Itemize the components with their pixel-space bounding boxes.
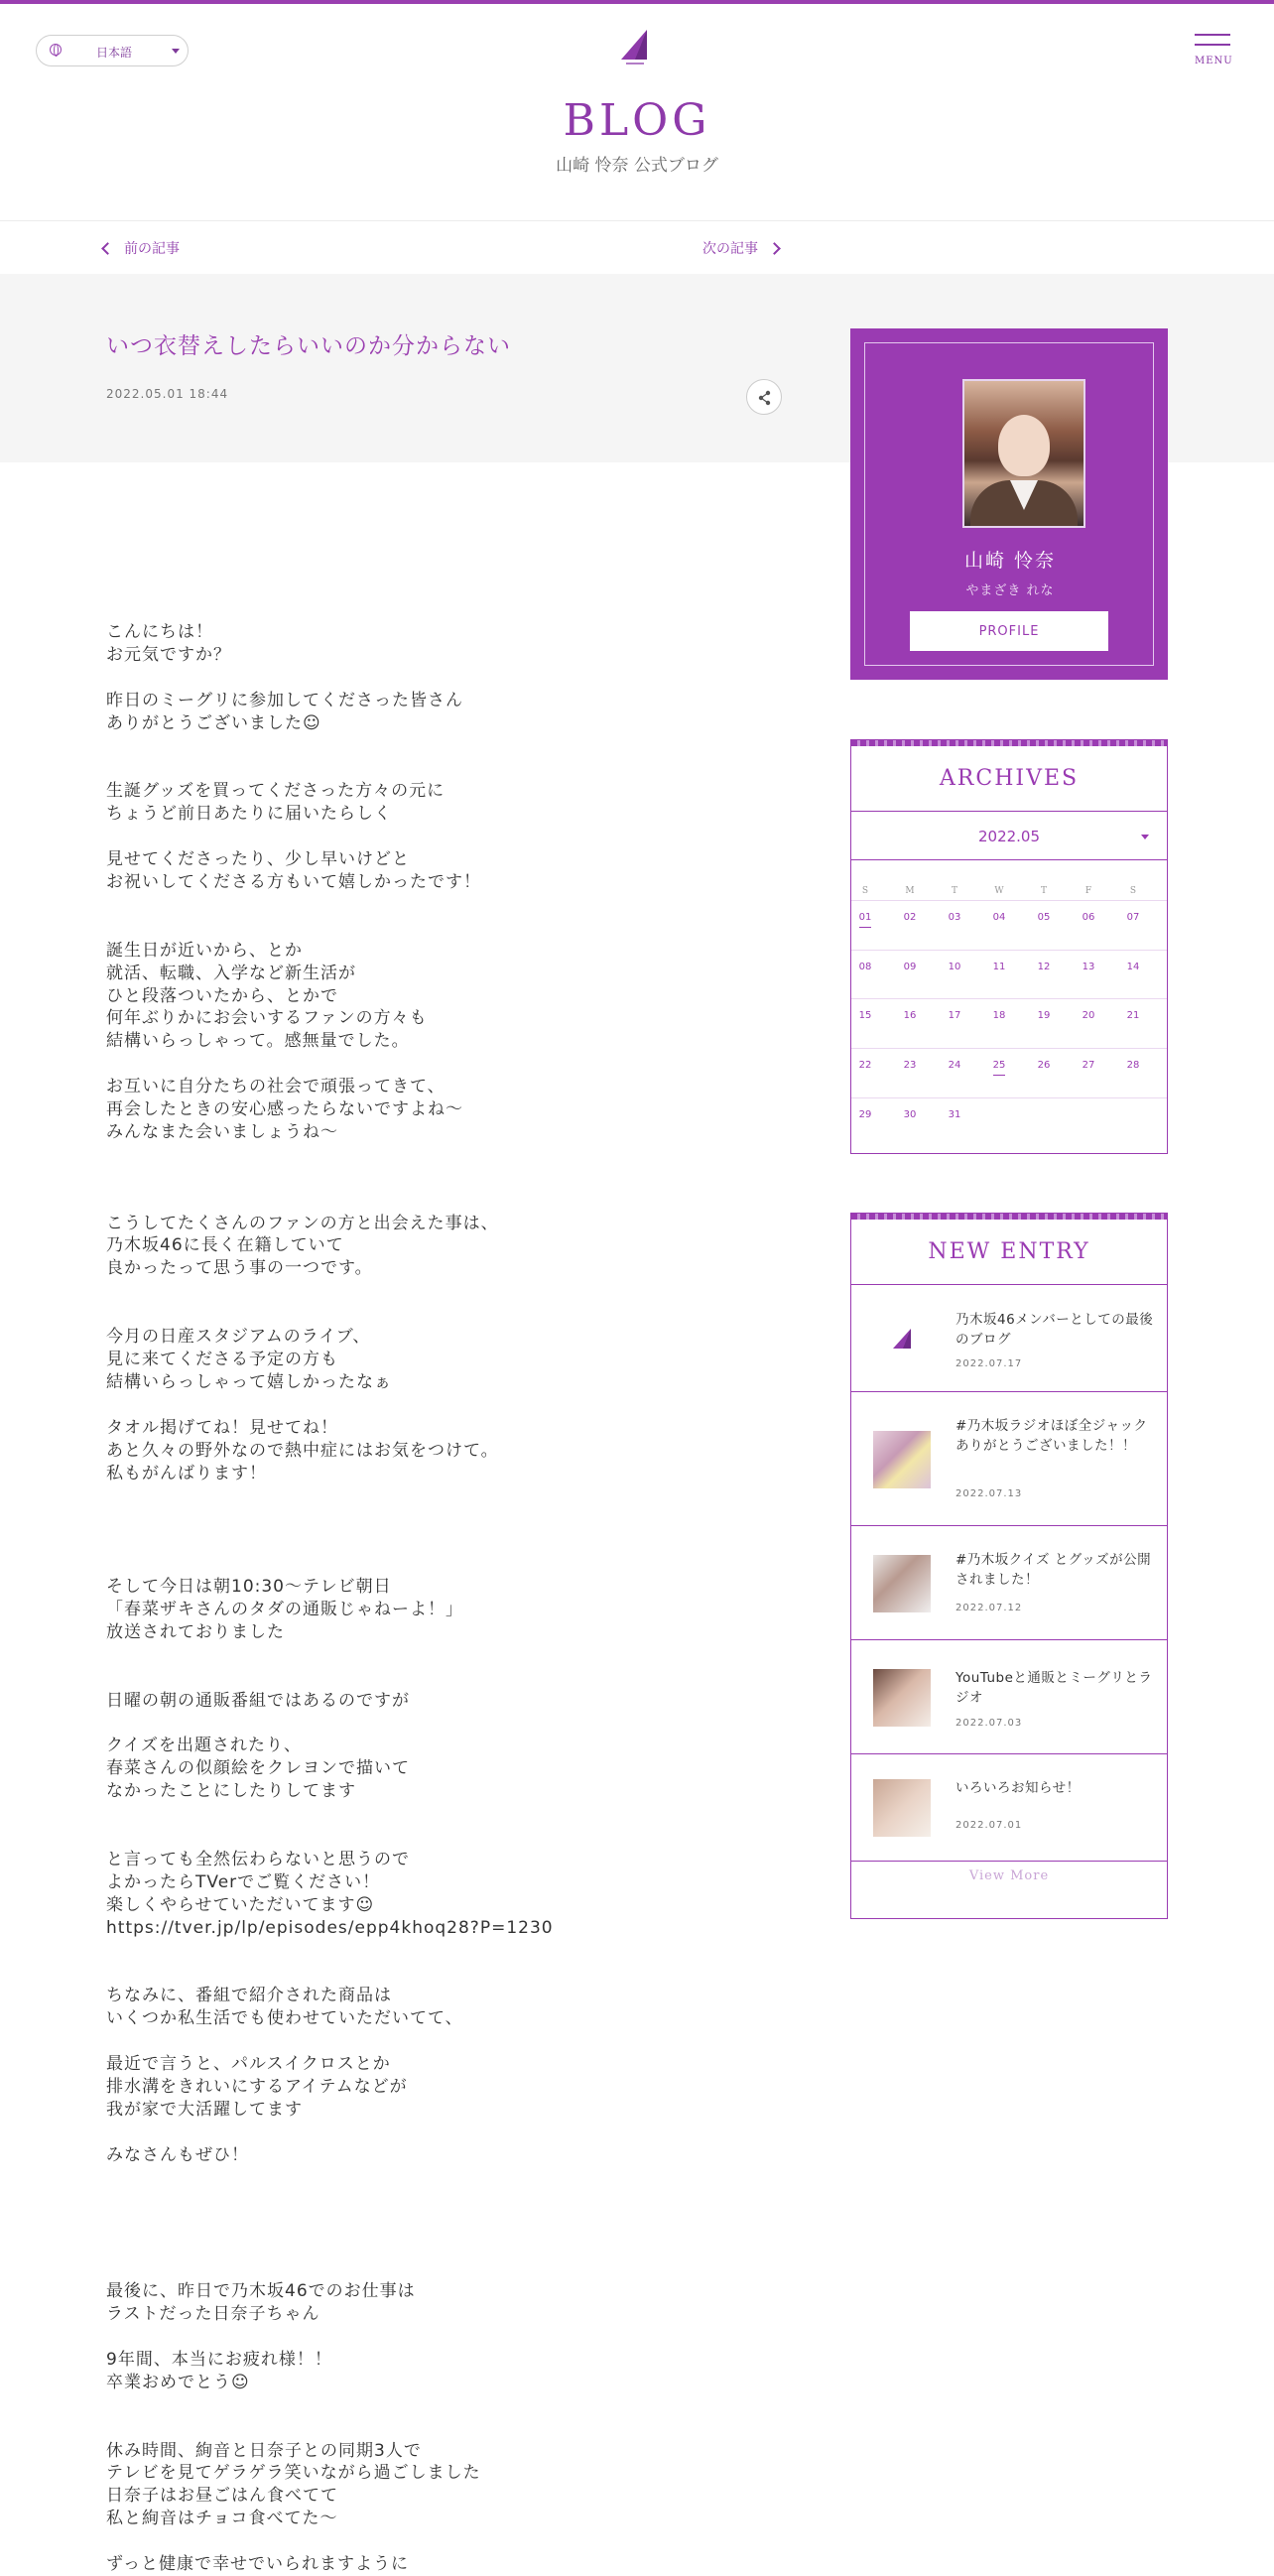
month-select[interactable] bbox=[851, 813, 1167, 860]
calendar-day: 30 bbox=[903, 1109, 917, 1120]
calendar-day: 21 bbox=[1126, 1010, 1140, 1021]
calendar-day: 02 bbox=[903, 912, 917, 923]
post-title: いつ衣替えしたらいいのか分からない bbox=[106, 333, 511, 359]
entry-date: 2022.07.01 bbox=[956, 1820, 1023, 1831]
profile-photo bbox=[962, 379, 1085, 528]
calendar-row-divider bbox=[851, 1048, 1167, 1049]
entry-item[interactable] bbox=[851, 1640, 1167, 1754]
calendar-day: 22 bbox=[858, 1060, 872, 1071]
entry-date: 2022.07.13 bbox=[956, 1488, 1023, 1499]
menu-bar bbox=[1195, 44, 1230, 46]
calendar-day: 19 bbox=[1037, 1010, 1051, 1021]
chevron-right-icon bbox=[768, 242, 781, 255]
profile-name: 山崎 怜奈 bbox=[963, 550, 1057, 572]
calendar-day: 05 bbox=[1037, 912, 1051, 923]
calendar-day: 06 bbox=[1082, 912, 1095, 923]
weekday-label: W bbox=[994, 886, 1004, 896]
calendar-day: 24 bbox=[948, 1060, 961, 1071]
calendar-row-divider bbox=[851, 998, 1167, 999]
next-post-link[interactable] bbox=[702, 238, 779, 258]
archives-heading: ARCHIVES bbox=[851, 746, 1167, 812]
weekday-label: T bbox=[1040, 886, 1047, 896]
entry-title: 乃木坂46メンバーとしての最後のブログ bbox=[956, 1312, 1154, 1348]
archives-box bbox=[850, 739, 1168, 1154]
prev-post-link[interactable] bbox=[103, 238, 180, 258]
calendar-day: 15 bbox=[858, 1010, 872, 1021]
entry-title: いろいろお知らせ！ bbox=[956, 1780, 1081, 1796]
entry-date: 2022.07.03 bbox=[956, 1718, 1023, 1729]
calendar-day: 11 bbox=[992, 962, 1006, 972]
menu-button[interactable] bbox=[1195, 32, 1232, 67]
menu-label: MENU bbox=[1195, 56, 1233, 66]
calendar-day: 27 bbox=[1082, 1060, 1095, 1071]
calendar-day: 14 bbox=[1126, 962, 1140, 972]
globe-icon bbox=[50, 44, 62, 56]
profile-kana: やまざき れな bbox=[965, 583, 1055, 598]
entry-thumbnail bbox=[873, 1779, 931, 1837]
calendar-day: 16 bbox=[903, 1010, 917, 1021]
calendar-day[interactable]: 25 bbox=[984, 1060, 1014, 1071]
prev-post-label: 前の記事 bbox=[124, 241, 180, 257]
calendar-day: 18 bbox=[992, 1010, 1006, 1021]
share-icon bbox=[747, 380, 783, 416]
calendar-day: 29 bbox=[858, 1109, 872, 1120]
weekday-label: F bbox=[1084, 886, 1092, 896]
entry-item[interactable] bbox=[851, 1286, 1167, 1392]
entry-item[interactable] bbox=[851, 1526, 1167, 1640]
calendar-day: 10 bbox=[948, 962, 961, 972]
month-label: 2022.05 bbox=[977, 828, 1041, 845]
calendar-day: 03 bbox=[948, 912, 961, 923]
entry-title: #乃木坂ラジオほぼ全ジャック ありがとうございました！！ bbox=[956, 1418, 1148, 1454]
entry-item[interactable] bbox=[851, 1754, 1167, 1862]
weekday-label: M bbox=[905, 886, 915, 896]
language-select[interactable] bbox=[36, 35, 189, 66]
entry-thumbnail bbox=[873, 1431, 931, 1488]
entry-item[interactable] bbox=[851, 1392, 1167, 1526]
page-subtitle: 山崎 怜奈 公式ブログ bbox=[556, 156, 718, 176]
chevron-down-icon bbox=[172, 49, 180, 54]
calendar-day: 13 bbox=[1082, 962, 1095, 972]
weekday-label: S bbox=[861, 886, 869, 896]
profile-frame bbox=[864, 342, 1154, 666]
weekday-label: S bbox=[1129, 886, 1137, 896]
site-logo[interactable] bbox=[617, 30, 651, 67]
calendar-day: 26 bbox=[1037, 1060, 1051, 1071]
calendar-day: 23 bbox=[903, 1060, 917, 1071]
entry-thumbnail bbox=[873, 1669, 931, 1727]
calendar-day: 12 bbox=[1037, 962, 1051, 972]
new-entry-box bbox=[850, 1213, 1168, 1919]
weekday-label: T bbox=[951, 886, 957, 896]
logo-thumbnail bbox=[873, 1311, 931, 1368]
entry-date: 2022.07.12 bbox=[956, 1603, 1023, 1613]
calendar-day: 04 bbox=[992, 912, 1006, 923]
share-button[interactable] bbox=[746, 379, 782, 415]
page-title: BLOG bbox=[563, 95, 711, 146]
profile-card bbox=[850, 328, 1168, 680]
post-date: 2022.05.01 18:44 bbox=[106, 387, 229, 401]
entry-date: 2022.07.17 bbox=[956, 1358, 1023, 1369]
new-entry-heading: NEW ENTRY bbox=[851, 1220, 1167, 1285]
calendar-row-divider bbox=[851, 1097, 1167, 1098]
calendar-day[interactable]: 01 bbox=[850, 912, 880, 923]
next-post-label: 次の記事 bbox=[702, 241, 758, 257]
entry-title: YouTubeと通販とミーグリとラジオ bbox=[956, 1670, 1153, 1706]
calendar-day: 07 bbox=[1126, 912, 1140, 923]
calendar-row-divider bbox=[851, 950, 1167, 951]
entry-thumbnail bbox=[873, 1555, 931, 1612]
calendar-day: 17 bbox=[948, 1010, 961, 1021]
calendar-row-divider bbox=[851, 900, 1167, 901]
entry-title: #乃木坂クイズ とグッズが公開されました！ bbox=[956, 1552, 1152, 1588]
post-body: こんにちは！ お元気ですか？ 昨日のミーグリに参加してくださった皆さん ありがとうございました☺︎ 生誕グッズを買ってくださった方々の元に ちょうど前日あたりに届いたらしく 見せてくださったり、少し早いけどと お祝いしてくださる方もいて嬉しかったです！ 誕生日が近いから、とか 就活、転職、入学など新生活が ひと段落ついたから、とかで 何年ぶりかにお会いするファンの方々も 結構いらっしゃって。感無量でした。 お互いに自分たちの社会で頑張ってきて、 再会したときの安心感ったらないですよね〜 みんなまた会いましょうね〜 こうしてたくさんのファンの方と出会えた事は、 乃木坂46に長く在籍していて 良かったって思う事の一つです。 今月の日産スタジアムのライブ、 見に来てくださる予定の方も 結構いらっしゃって嬉しかったなぁ タオル掲げてね！見せてね！ あと久々の野外なので熱中症にはお気をつけて。 私もがんばります！ そして今日は朝10:30〜テレビ朝日 「春菜ザキさんのタダの通販じゃねーよ！」 放送されておりました 日曜の朝の通販番組ではあるのですが クイズを出題されたり、 春菜さんの似顔絵をクレヨンで描いて なかったことにしたりしてます と言っても全然伝わらないと思うので よかったらTVerでご覧ください！ 楽しくやらせていただいてます☺︎ https://tver.jp/lp/episodes/epp4khoq28?P=1230 ちなみに、番組で紹介された商品は いくつか私生活でも使わせていただいてて、 最近で言うと、パルスイクロスとか 排水溝をきれいにするアイテムなどが 我が家で大活躍してます みなさんもぜひ！ 最後に、昨日で乃木坂46でのお仕事は ラストだった日奈子ちゃん 9年間、本当にお疲れ様！！ 卒業おめでとう☺︎ 休み時間、絢音と日奈子との同期3人で テレビを見てゲラゲラ笑いながら過ごしました 日奈子はお昼ごはん食べてて 私と絢音はチョコ食べてた〜 ずっと健康で幸せでいられますように bbox=[106, 622, 554, 2575]
calendar-day: 20 bbox=[1082, 1010, 1095, 1021]
top-accent-line bbox=[0, 0, 1274, 4]
menu-bar bbox=[1195, 34, 1230, 36]
chevron-left-icon bbox=[101, 242, 114, 255]
divider bbox=[0, 220, 1274, 221]
view-more-link[interactable]: View More bbox=[968, 1868, 1050, 1883]
language-label: 日本語 bbox=[96, 46, 133, 60]
chevron-down-icon bbox=[1141, 835, 1149, 839]
calendar-day: 31 bbox=[948, 1109, 961, 1120]
profile-button[interactable]: PROFILE bbox=[910, 611, 1108, 651]
calendar-day: 08 bbox=[858, 962, 872, 972]
calendar-day: 09 bbox=[903, 962, 917, 972]
calendar-day: 28 bbox=[1126, 1060, 1140, 1071]
